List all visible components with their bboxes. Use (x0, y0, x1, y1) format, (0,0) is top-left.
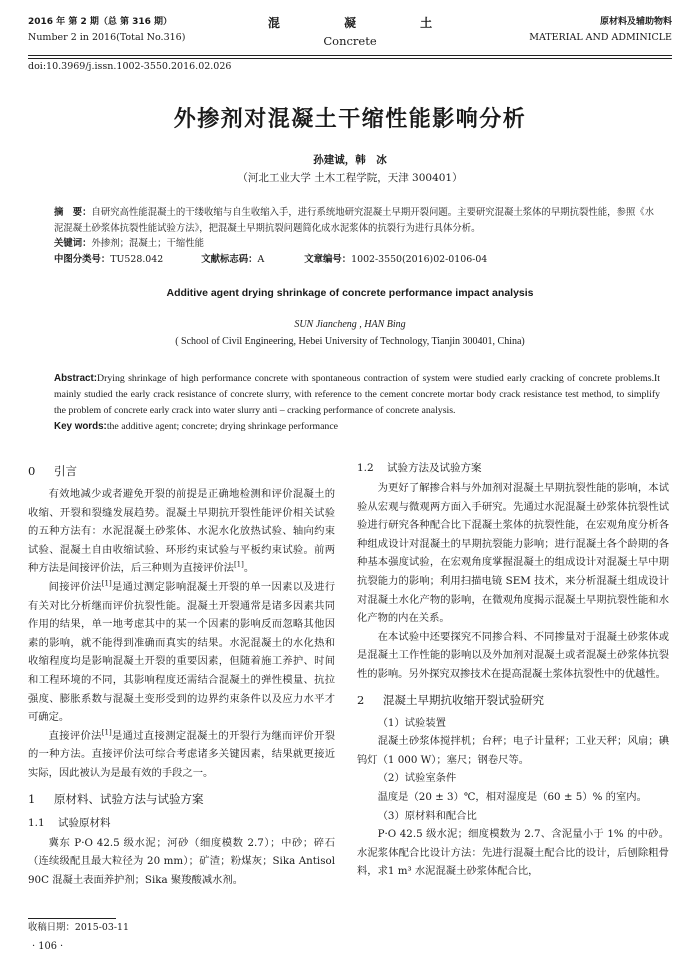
paper-title-en: Additive agent drying shrinkage of concrete performance impact analysis (166, 287, 534, 299)
intro-paragraph-2: 间接评价法[1]是通过测定影响混凝土开裂的单一因素以及进行有关对比分析继而评价抗裂性能。混凝土开裂通常是诸多因素共同作用的结果，单一地考虑其中的某一个因素的影响反而忽略其他因素的影响，就不能得到准确而真实的结果。水泥混凝土的水化热和收缩程度均是影响混凝土开裂的重要因素，但随着施工养护、时间和工程环境的不同，其影响程度还需结合混凝土的弹性模量、抗拉强度、膨胀系数与混凝土变形受到的边界约束条件以及应力水平才可确定。 (28, 579, 336, 724)
section-1-number: 1 (28, 791, 36, 806)
header-section (529, 14, 672, 46)
section-0-title: 引言 (54, 464, 77, 478)
article-no-label: 文章编号： (304, 254, 352, 265)
article-no-value: 1002-3550(2016)02-0106-04 (351, 254, 488, 265)
section-1-1-number: 1.1 (28, 816, 45, 829)
equipment-paragraph: 混凝土砂浆体搅拌机；台秤；电子计量秤；工业天秤；风扇；碘钨灯（1 000 W）；塞尺；钢卷尺等。 (357, 735, 669, 766)
list-item-equipment: （1）试验装置 (377, 716, 446, 729)
header-issue-en: Number 2 in 2016(Total No.316) (28, 32, 186, 43)
keywords-en: the additive agent; concrete; drying shrinkage performance (106, 421, 339, 432)
section-2-heading (357, 688, 669, 712)
clc-value: TU528.042 (110, 254, 164, 265)
paper-affiliation: （河北工业大学 土木工程学院，天津 300401） (237, 172, 463, 184)
citation-ref: [1] (233, 560, 244, 569)
materials-paragraph: 冀东 P·O 42.5 级水泥；河砂（细度模数 2.7）；中砂；碎石（连续级配且最大粒径为 20 mm）；矿渣；粉煤灰；Sika Antisol 90C 混凝土表面养护剂；Sika 聚羧酸减水剂。 (28, 836, 335, 886)
classification-meta (54, 252, 660, 267)
doc-code-value: A (257, 254, 265, 265)
method-paragraph-2: 在本试验中还要探究不同掺合料、不同掺量对于混凝土砂浆体或是混凝土工作性能的影响以及外加剂对混凝土或者混凝土砂浆体抗裂性的影响。另外探究双掺技术在提高混凝土浆体抗裂性中的优越性。 (357, 630, 669, 680)
running-header (28, 14, 672, 58)
paper-title: 外掺剂对混凝土干缩性能影响分析 (173, 107, 527, 132)
header-rule-thick (28, 55, 672, 56)
footnote-rule (28, 918, 116, 919)
section-2-number: 2 (357, 692, 365, 707)
keywords-cn: 外掺剂；混凝土；干缩性能 (91, 238, 205, 249)
header-section-en: MATERIAL AND ADMINICLE (529, 32, 672, 43)
section-0-heading (28, 459, 335, 483)
abstract-en-text: Drying shrinkage of high performance concrete with spontaneous contraction of system were studied early cracking of concrete problems.It mainly studied the early crack resistance of concrete slurry, with reference to the cement concrete mortar body crack resistance test method, to simplify the problem of concrete early crack into water slurry anti – cracking performance of concrete analysis. (54, 373, 660, 416)
section-1-2-heading (357, 458, 669, 478)
header-rule-thin (28, 58, 672, 59)
list-item-mix-ratio: （3）原材料和配合比 (377, 809, 477, 822)
paper-affiliation-en: ( School of Civil Engineering, Hebei University of Technology, Tianjin 300401, China) (175, 336, 525, 347)
header-section-cn: 原材料及辅助物料 (599, 17, 672, 27)
received-date: 收稿日期：2015-03-11 (28, 922, 129, 933)
doi: doi:10.3969/j.issn.1002-3550.2016.02.026 (28, 61, 232, 72)
abstract-en (54, 371, 660, 435)
section-1-2-title: 试验方法及试验方案 (387, 462, 482, 474)
body-left-column (28, 455, 335, 889)
citation-ref: [1] (101, 728, 112, 737)
mix-ratio-paragraph: P·O 42.5 级水泥；细度模数为 2.7、含泥量小于 1% 的中砂。水泥浆体配合比设计方法：先进行混凝土配合比的设计，后刨除粗骨料，求1 m³ 水泥混凝土砂浆体配合比， (357, 828, 669, 878)
page-number: · 106 · (32, 941, 64, 952)
keywords-cn-label: 关键词： (54, 238, 92, 249)
abstract-cn-label: 摘 要： (54, 207, 92, 218)
intro-paragraph-3: 直接评价法[1]是通过直接测定混凝土的开裂行为继而评价开裂的一种方法。直接评价法可综合考虑诸多关键因素，结果就更接近实际，因此被认为是最有效的手段之一。 (28, 728, 336, 779)
doc-code-label: 文献标志码： (201, 254, 258, 265)
citation-ref: [1] (101, 579, 112, 588)
section-1-title: 原材料、试验方法与试验方案 (54, 791, 204, 806)
paper-authors: 孙建诚，韩 冰 (313, 154, 387, 166)
section-2-title: 混凝土早期抗收缩开裂试验研究 (383, 692, 544, 707)
clc-label: 中图分类号： (54, 254, 111, 265)
header-journal-cn: 混 凝 土 (267, 16, 463, 30)
list-item-lab-conditions: （2）试验室条件 (377, 772, 457, 785)
intro-paragraph-1: 有效地减少或者避免开裂的前提是正确地检测和评价混凝土的收缩、开裂和裂缝发展趋势。混凝土早期抗开裂性能评价相关试验的五种方法有：水泥混凝土砂浆体、水泥水化放热试验、轴向约束试验、混凝土自由收缩试验、环形约束试验与平板约束试验。前两种方法是间接评价法，后三种则为直接评价法[1]。 (28, 488, 335, 575)
method-paragraph-1: 为更好了解掺合料与外加剂对混凝土早期抗裂性能的影响，本试验从宏观与微观两方面入手研究。先通过水泥混凝土砂浆体抗裂性试验进行研究各种配合比下混凝土浆体的抗裂性能，在宏观角度分析各种组成设计对混凝土的早期抗裂能力影响；进行混凝土各个龄期的各种基本强度试验，在宏观角度掌握混凝土的组成设计对混凝土早中期抗裂能力的影响；利用扫描电镜 SEM 技术，来分析混凝土组成设计对混凝土水化产物的影响，在微观角度揭示混凝土早期抗裂性能和水化产物的内在关系。 (357, 482, 669, 625)
section-1-heading (28, 787, 335, 811)
lab-conditions-paragraph: 温度是（20 ± 3）℃，相对湿度是（60 ± 5）% 的室内。 (377, 790, 647, 803)
abstract-cn (54, 205, 660, 252)
section-0-number: 0 (28, 464, 36, 478)
abstract-cn-text: 自研究高性能混凝土的干缕收缩与自生收缩入手，进行系统地研究混凝土早期开裂问题。主要研究混凝土浆体的早期抗裂性能，参照《水泥混凝土砂浆体抗裂性能试验方法》，把混凝土早期抗裂问题简化成水泥浆体的抗裂行为进行具体分析。 (54, 207, 655, 234)
section-1-1-title: 试验原材料 (58, 816, 111, 829)
body-right-column (357, 457, 669, 881)
abstract-en-label: Abstract: (54, 373, 98, 384)
paper-authors-en: SUN Jiancheng , HAN Bing (294, 319, 406, 330)
header-issue-cn: 2016 年 第 2 期（总 第 316 期） (28, 17, 173, 27)
section-1-2-number: 1.2 (357, 462, 374, 474)
section-1-1-heading (28, 813, 335, 833)
keywords-en-label: Key words: (54, 421, 107, 432)
header-journal-en: Concrete (323, 34, 377, 48)
